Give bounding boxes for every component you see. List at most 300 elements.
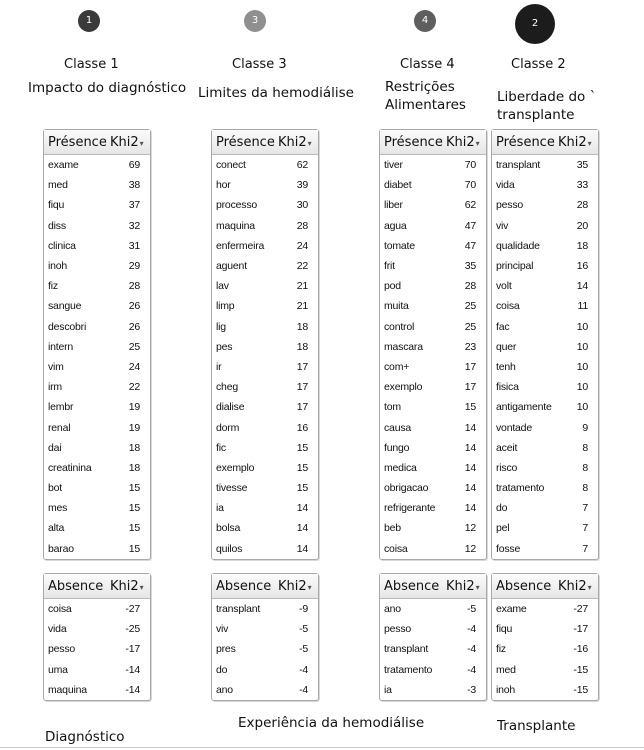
table-row — [212, 599, 318, 619]
term-cell: sangue — [48, 300, 82, 313]
table-row — [492, 498, 598, 518]
term-cell: agua — [384, 219, 407, 232]
term-cell: dorm — [216, 421, 240, 434]
khi2-cell: 9 — [582, 421, 588, 434]
class-2-subtitle — [497, 88, 596, 124]
khi2-cell: 15 — [296, 441, 308, 454]
term-cell: vida — [48, 623, 67, 636]
footer-diagnostico: Diagnóstico — [45, 729, 125, 745]
table-row — [44, 357, 150, 377]
term-cell: pes — [216, 340, 233, 353]
footer-transplante: Transplante — [497, 718, 576, 734]
khi2-cell: 10 — [576, 340, 588, 353]
term-cell: coisa — [384, 542, 408, 555]
table-row — [44, 256, 150, 276]
khi2-cell: 11 — [577, 300, 588, 313]
term-cell: quilos — [216, 542, 243, 555]
sort-dropdown-icon[interactable]: ▾ — [475, 582, 480, 592]
khi2-cell: 69 — [128, 159, 140, 172]
khi2-header-label: Khi2 — [110, 578, 139, 594]
term-cell: do — [496, 502, 508, 515]
class-4-title: Classe 4 — [400, 57, 455, 72]
khi2-cell: 30 — [296, 199, 308, 212]
class-4-subtitle — [385, 78, 466, 114]
sort-dropdown-icon[interactable]: ▾ — [307, 582, 312, 592]
term-cell: hor — [216, 179, 231, 192]
khi2-cell: -4 — [299, 683, 308, 696]
khi2-cell: 26 — [128, 320, 140, 333]
khi2-cell: -5 — [467, 603, 476, 616]
table-row — [44, 680, 150, 700]
khi2-column-header[interactable] — [110, 135, 150, 150]
term-cell: ano — [384, 603, 401, 616]
class-4-presence-header — [380, 130, 486, 155]
term-cell: liber — [384, 199, 403, 212]
sort-dropdown-icon[interactable]: ▾ — [139, 582, 144, 592]
table-row — [44, 155, 150, 175]
khi2-cell: -4 — [467, 663, 476, 676]
term-cell: pesso — [384, 623, 412, 636]
term-cell: inoh — [496, 683, 516, 696]
khi2-cell: 22 — [128, 381, 140, 394]
term-cell: bot — [48, 482, 62, 495]
table-row — [380, 317, 486, 337]
term-cell: tom — [384, 401, 401, 414]
class-2-absence-header — [492, 574, 598, 599]
class-2-absence-panel — [491, 573, 599, 701]
class-1-presence-panel — [43, 129, 151, 560]
khi2-column-header[interactable] — [446, 579, 486, 594]
table-row — [212, 478, 318, 498]
term-cell: com+ — [384, 360, 410, 373]
term-cell: refrigerante — [384, 502, 436, 515]
khi2-cell: -4 — [467, 623, 476, 636]
table-row — [492, 417, 598, 437]
khi2-cell: -15 — [573, 663, 588, 676]
khi2-cell: 14 — [296, 502, 308, 515]
khi2-cell: 16 — [296, 421, 308, 434]
table-row — [380, 276, 486, 296]
khi2-cell: 28 — [576, 199, 588, 212]
term-cell: antigamente — [496, 401, 552, 414]
khi2-cell: 14 — [464, 482, 476, 495]
table-row — [44, 377, 150, 397]
term-cell: fic — [216, 441, 226, 454]
khi2-cell: -17 — [573, 623, 588, 636]
footer-experiencia: Experiência da hemodiálise — [238, 715, 425, 731]
term-cell: diabet — [384, 179, 412, 192]
khi2-cell: 25 — [464, 320, 476, 333]
term-cell: ano — [216, 683, 233, 696]
khi2-cell: 26 — [128, 300, 140, 313]
khi2-cell: 62 — [296, 159, 308, 172]
khi2-cell: -14 — [125, 663, 140, 676]
khi2-cell: 17 — [464, 381, 476, 394]
class-3-title: Classe 3 — [232, 57, 287, 72]
table-row — [44, 660, 150, 680]
term-cell: beb — [384, 522, 401, 535]
term-cell: lig — [216, 320, 226, 333]
khi2-cell: 19 — [128, 401, 140, 414]
khi2-column-header[interactable] — [110, 579, 150, 594]
term-cell: tratamento — [384, 663, 433, 676]
table-row — [492, 660, 598, 680]
table-row — [492, 458, 598, 478]
table-row — [380, 639, 486, 659]
table-row — [44, 438, 150, 458]
table-row — [380, 256, 486, 276]
term-cell: descobri — [48, 320, 87, 333]
term-cell: fiqu — [496, 623, 513, 636]
table-row — [212, 155, 318, 175]
khi2-cell: 15 — [296, 461, 308, 474]
term-cell: pres — [216, 643, 236, 656]
table-row — [380, 397, 486, 417]
khi2-cell: -3 — [467, 683, 476, 696]
class-2-badge: 2 — [515, 4, 555, 44]
table-row — [380, 377, 486, 397]
class-3-presence-header — [212, 130, 318, 155]
class-2-presence-header — [492, 130, 598, 155]
khi2-cell: 38 — [128, 179, 140, 192]
class-3-absence-header — [212, 574, 318, 599]
term-cell: control — [384, 320, 415, 333]
presence-column-header[interactable]: Présence — [496, 134, 555, 150]
table-row — [492, 478, 598, 498]
table-row — [212, 276, 318, 296]
term-cell: pesso — [496, 199, 524, 212]
khi2-cell: 14 — [464, 461, 476, 474]
khi2-cell: 15 — [128, 542, 140, 555]
term-cell: lav — [216, 280, 229, 293]
term-cell: med — [496, 663, 516, 676]
class-3-absence-panel — [211, 573, 319, 701]
table-row — [44, 337, 150, 357]
khi2-cell: 29 — [128, 260, 140, 273]
khi2-cell: 24 — [128, 360, 140, 373]
table-row — [212, 518, 318, 538]
khi2-cell: 17 — [296, 401, 308, 414]
table-row — [212, 337, 318, 357]
khi2-header-label: Khi2 — [110, 134, 139, 150]
table-row — [492, 639, 598, 659]
khi2-column-header[interactable] — [558, 135, 598, 150]
khi2-cell: -17 — [125, 643, 140, 656]
table-row — [492, 438, 598, 458]
table-row — [44, 276, 150, 296]
khi2-cell: 47 — [464, 219, 476, 232]
term-cell: bolsa — [216, 522, 241, 535]
table-row — [212, 397, 318, 417]
table-row — [380, 438, 486, 458]
term-cell: tratamento — [496, 482, 545, 495]
term-cell: mascara — [384, 340, 423, 353]
khi2-cell: 28 — [464, 280, 476, 293]
table-row — [492, 296, 598, 316]
term-cell: clinica — [48, 239, 76, 252]
khi2-cell: 12 — [464, 522, 476, 535]
term-cell: creatinina — [48, 461, 92, 474]
term-cell: tomate — [384, 239, 415, 252]
presence-column-header[interactable]: Présence — [216, 134, 275, 150]
table-row — [380, 680, 486, 700]
term-cell: tenh — [496, 360, 516, 373]
table-row — [380, 195, 486, 215]
khi2-cell: 32 — [128, 219, 140, 232]
table-row — [212, 458, 318, 478]
term-cell: lembr — [48, 401, 74, 414]
khi2-cell: -25 — [125, 623, 140, 636]
term-cell: fiqu — [48, 199, 65, 212]
table-row — [212, 498, 318, 518]
presence-column-header[interactable]: Présence — [48, 134, 107, 150]
presence-column-header[interactable]: Présence — [384, 134, 443, 150]
table-row — [380, 458, 486, 478]
table-row — [492, 216, 598, 236]
khi2-cell: 35 — [464, 260, 476, 273]
table-row — [212, 417, 318, 437]
bottom-rule — [0, 747, 644, 748]
table-row — [44, 478, 150, 498]
absence-column-header[interactable]: Absence — [496, 578, 552, 594]
table-row — [212, 195, 318, 215]
khi2-cell: 7 — [582, 502, 588, 515]
khi2-cell: 25 — [464, 300, 476, 313]
table-row — [380, 498, 486, 518]
term-cell: inoh — [48, 260, 68, 273]
class-3-badge: 3 — [244, 10, 266, 32]
term-cell: coisa — [48, 603, 72, 616]
term-cell: pel — [496, 522, 510, 535]
absence-column-header[interactable]: Absence — [48, 578, 104, 594]
sort-dropdown-icon[interactable]: ▾ — [139, 138, 144, 148]
khi2-cell: 21 — [296, 300, 308, 313]
khi2-cell: 10 — [576, 360, 588, 373]
table-row — [492, 195, 598, 215]
term-cell: causa — [384, 421, 412, 434]
khi2-column-header[interactable] — [278, 135, 318, 150]
table-row — [44, 518, 150, 538]
term-cell: dai — [48, 441, 62, 454]
khi2-cell: 18 — [296, 320, 308, 333]
khi2-cell: 23 — [464, 340, 476, 353]
term-cell: fac — [496, 320, 510, 333]
khi2-cell: 33 — [576, 179, 588, 192]
table-row — [212, 296, 318, 316]
class-1-presence-header — [44, 130, 150, 155]
khi2-cell: 14 — [576, 280, 588, 293]
class-1-absence-panel — [43, 573, 151, 701]
sort-dropdown-icon[interactable]: ▾ — [307, 138, 312, 148]
term-cell: conect — [216, 159, 246, 172]
khi2-column-header[interactable] — [558, 579, 598, 594]
term-cell: fosse — [496, 542, 521, 555]
term-cell: maquina — [216, 219, 255, 232]
khi2-cell: 22 — [296, 260, 308, 273]
table-row — [492, 317, 598, 337]
table-row — [380, 518, 486, 538]
table-row — [212, 539, 318, 559]
khi2-column-header[interactable] — [278, 579, 318, 594]
khi2-cell: 62 — [464, 199, 476, 212]
term-cell: risco — [496, 461, 518, 474]
khi2-cell: 17 — [464, 360, 476, 373]
table-row — [44, 195, 150, 215]
table-row — [492, 599, 598, 619]
class-4-subtitle-line2: Alimentares — [385, 97, 466, 113]
class-3-subtitle: Limites da hemodiálise — [198, 85, 354, 101]
khi2-header-label: Khi2 — [446, 134, 475, 150]
table-row — [380, 357, 486, 377]
table-row — [492, 357, 598, 377]
term-cell: muita — [384, 300, 409, 313]
term-cell: pesso — [48, 643, 76, 656]
term-cell: vida — [496, 179, 515, 192]
table-row — [44, 498, 150, 518]
khi2-cell: 8 — [582, 461, 588, 474]
table-row — [492, 397, 598, 417]
table-row — [492, 619, 598, 639]
class-4-absence-panel — [379, 573, 487, 701]
khi2-cell: 31 — [128, 239, 140, 252]
khi2-cell: -14 — [125, 683, 140, 696]
term-cell: fisica — [496, 381, 519, 394]
table-row — [492, 680, 598, 700]
term-cell: uma — [48, 663, 68, 676]
absence-column-header[interactable]: Absence — [384, 578, 440, 594]
table-row — [44, 599, 150, 619]
table-row — [492, 518, 598, 538]
table-row — [380, 660, 486, 680]
term-cell: intern — [48, 340, 74, 353]
khi2-cell: 14 — [464, 421, 476, 434]
khi2-cell: 24 — [296, 239, 308, 252]
term-cell: medica — [384, 461, 417, 474]
khi2-cell: 14 — [296, 542, 308, 555]
khi2-column-header[interactable] — [446, 135, 486, 150]
term-cell: pod — [384, 280, 401, 293]
term-cell: fiz — [496, 643, 506, 656]
khi2-cell: -5 — [299, 643, 308, 656]
table-row — [492, 175, 598, 195]
table-row — [492, 337, 598, 357]
khi2-cell: 7 — [582, 542, 588, 555]
term-cell: viv — [216, 623, 229, 636]
term-cell: exemplo — [216, 461, 255, 474]
khi2-cell: 28 — [296, 219, 308, 232]
class-4-subtitle-line1: Restrições — [385, 79, 455, 95]
class-1-title: Classe 1 — [64, 57, 119, 72]
table-row — [380, 155, 486, 175]
khi2-cell: 18 — [128, 461, 140, 474]
table-row — [492, 155, 598, 175]
table-row — [212, 216, 318, 236]
table-row — [212, 680, 318, 700]
table-row — [492, 539, 598, 559]
table-row — [492, 377, 598, 397]
term-cell: frit — [384, 260, 395, 273]
khi2-cell: 15 — [128, 482, 140, 495]
term-cell: transplant — [216, 603, 261, 616]
table-row — [44, 317, 150, 337]
table-row — [44, 417, 150, 437]
table-row — [44, 175, 150, 195]
table-row — [380, 619, 486, 639]
khi2-cell: 35 — [576, 159, 588, 172]
khi2-cell: 16 — [576, 260, 588, 273]
term-cell: alta — [48, 522, 65, 535]
khi2-cell: 7 — [582, 522, 588, 535]
table-row — [380, 539, 486, 559]
khi2-cell: 70 — [464, 179, 476, 192]
term-cell: processo — [216, 199, 258, 212]
table-row — [380, 478, 486, 498]
term-cell: obrigacao — [384, 482, 429, 495]
table-row — [44, 236, 150, 256]
term-cell: dialise — [216, 401, 245, 414]
term-cell: aguent — [216, 260, 247, 273]
table-row — [492, 236, 598, 256]
table-row — [212, 619, 318, 639]
khi2-cell: 18 — [128, 441, 140, 454]
khi2-cell: -27 — [573, 603, 588, 616]
term-cell: mes — [48, 502, 68, 515]
sort-dropdown-icon[interactable]: ▾ — [587, 582, 592, 592]
khi2-header-label: Khi2 — [278, 134, 307, 150]
term-cell: enfermeira — [216, 239, 265, 252]
term-cell: med — [48, 179, 68, 192]
khi2-header-label: Khi2 — [558, 578, 587, 594]
khi2-cell: 39 — [296, 179, 308, 192]
term-cell: quer — [496, 340, 517, 353]
khi2-header-label: Khi2 — [446, 578, 475, 594]
absence-column-header[interactable]: Absence — [216, 578, 272, 594]
table-row — [212, 377, 318, 397]
khi2-cell: 20 — [576, 219, 588, 232]
khi2-cell: 10 — [576, 381, 588, 394]
table-row — [380, 599, 486, 619]
khi2-cell: -16 — [573, 643, 588, 656]
sort-dropdown-icon[interactable]: ▾ — [587, 138, 592, 148]
table-row — [380, 296, 486, 316]
term-cell: irm — [48, 381, 62, 394]
term-cell: aceit — [496, 441, 518, 454]
khi2-cell: 47 — [464, 239, 476, 252]
khi2-header-label: Khi2 — [558, 134, 587, 150]
table-row — [492, 256, 598, 276]
khi2-cell: -15 — [573, 683, 588, 696]
term-cell: renal — [48, 421, 71, 434]
table-row — [212, 357, 318, 377]
khi2-cell: 8 — [582, 482, 588, 495]
khi2-cell: 10 — [576, 320, 588, 333]
table-row — [44, 639, 150, 659]
khi2-cell: 17 — [296, 381, 308, 394]
sort-dropdown-icon[interactable]: ▾ — [475, 138, 480, 148]
term-cell: tiver — [384, 159, 403, 172]
table-row — [380, 175, 486, 195]
khi2-cell: 12 — [464, 542, 476, 555]
khi2-cell: 70 — [464, 159, 476, 172]
khi2-cell: 14 — [296, 522, 308, 535]
table-row — [44, 458, 150, 478]
term-cell: limp — [216, 300, 235, 313]
term-cell: transplant — [496, 159, 541, 172]
term-cell: maquina — [48, 683, 87, 696]
term-cell: vontade — [496, 421, 532, 434]
term-cell: fungo — [384, 441, 410, 454]
table-row — [44, 296, 150, 316]
